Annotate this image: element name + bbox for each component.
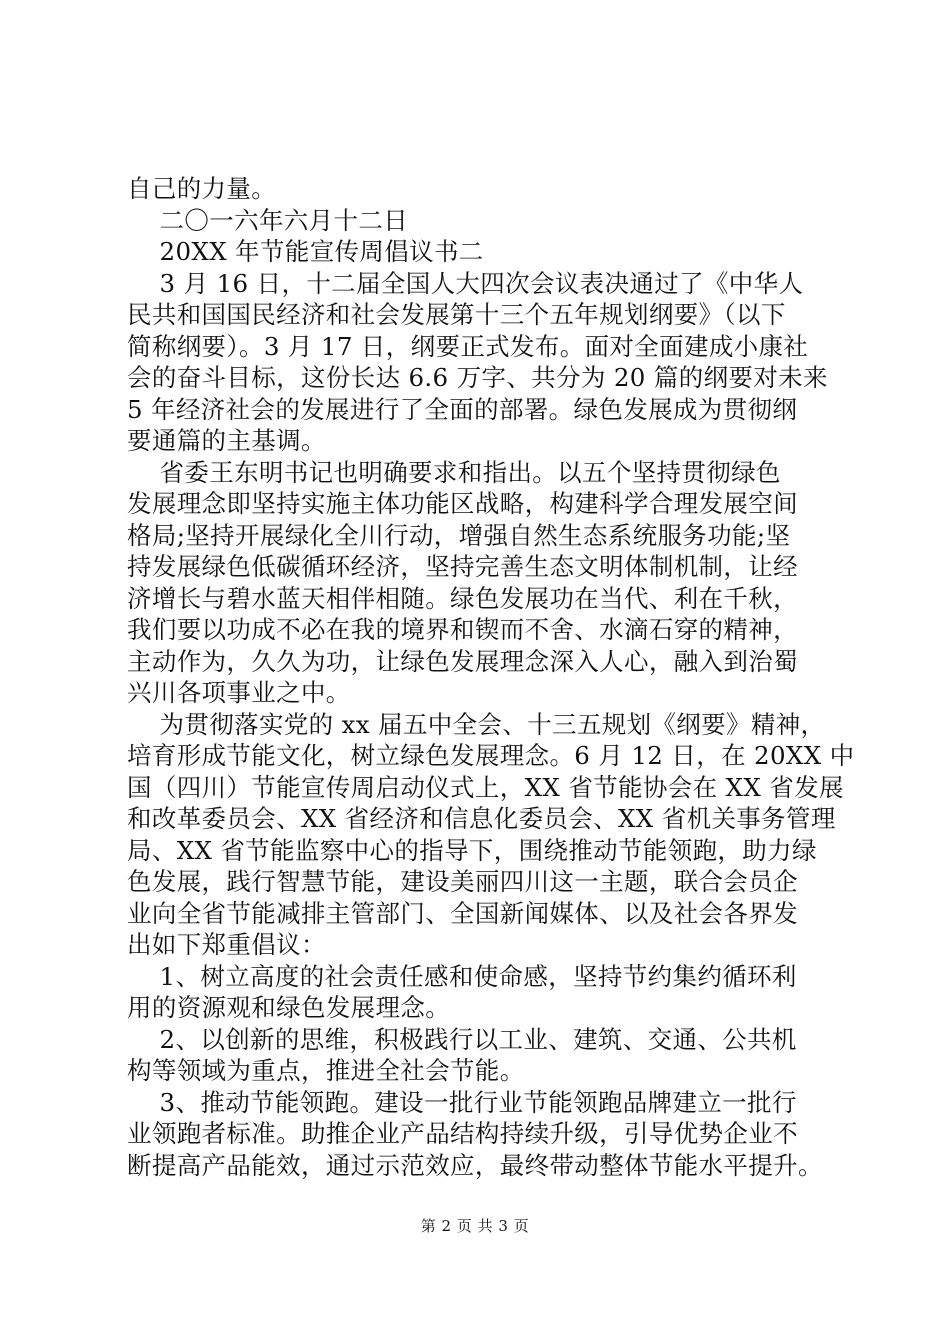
text-line: 发展理念即坚持实施主体功能区战略，构建科学合理发展空间	[127, 489, 798, 518]
text-line: 断提高产品能效，通过示范效应，最终带动整体节能水平提升。	[127, 1150, 823, 1180]
list-item-2: 2、以创新的思维，积极践行以工业、建筑、交通、公共机	[127, 1024, 797, 1054]
text-line: 民共和国国民经济和社会发展第十三个五年规划纲要》（以下	[127, 300, 786, 329]
date-line: 二〇一六年六月十二日	[127, 205, 409, 235]
section-title: 20XX 年节能宣传周倡议书二	[127, 237, 484, 266]
text-line: 国（四川）节能宣传周启动仪式上，XX 省节能协会在 XX 省发展	[127, 772, 844, 802]
text-line: 简称纲要）。3 月 17 日，纲要正式发布。面对全面建成小康社	[127, 331, 809, 361]
text-line: 用的资源观和绿色发展理念。	[127, 993, 451, 1022]
text-line: 格局;坚持开展绿化全川行动，增强自然生态系统服务功能;坚	[127, 520, 791, 550]
text-line: 3 月 16 日，十二届全国人大四次会议表决通过了《中华人	[127, 268, 804, 298]
text-line: 为贯彻落实党的 xx 届五中全会、十三五规划《纲要》精神，	[127, 709, 826, 739]
text-line: 局、XX 省节能监察中心的指导下，围绕推动节能领跑，助力绿	[127, 835, 817, 865]
text-line: 省委王东明书记也明确要求和指出。以五个坚持贯彻绿色	[127, 457, 781, 487]
text-line: 5 年经济社会的发展进行了全面的部署。绿色发展成为贯彻纲	[127, 394, 798, 424]
text-line: 自己的力量。	[127, 174, 277, 203]
text-line: 业领跑者标准。助推企业产品结构持续升级，引导优势企业不	[127, 1119, 798, 1148]
text-line: 和改革委员会、XX 省经济和信息化委员会、XX 省机关事务管理	[127, 804, 836, 833]
text-line: 培育形成节能文化，树立绿色发展理念。6 月 12 日，在 20XX 中	[127, 741, 855, 770]
text-line: 会的奋斗目标，这份长达 6.6 万字、共分为 20 篇的纲要对未来	[127, 363, 828, 392]
page-number-footer: 第 2 页 共 3 页	[420, 1217, 530, 1235]
text-line: 我们要以功成不必在我的境界和锲而不舍、水滴石穿的精神，	[127, 615, 798, 644]
text-line: 业向全省节能减排主管部门、全国新闻媒体、以及社会各界发	[127, 898, 798, 928]
text-line: 主动作为，久久为功，让绿色发展理念深入人心，融入到治蜀	[127, 646, 798, 676]
text-line: 出如下郑重倡议：	[127, 930, 326, 959]
text-line: 构等领域为重点，推进全社会节能。	[127, 1056, 525, 1085]
list-item-1: 1、树立高度的社会责任感和使命感，坚持节约集约循环利	[127, 961, 797, 991]
text-line: 济增长与碧水蓝天相伴相随。绿色发展功在当代、利在千秋，	[127, 583, 798, 613]
text-line: 色发展，践行智慧节能，建设美丽四川这一主题，联合会员企	[127, 867, 798, 896]
text-line: 要通篇的主基调。	[127, 426, 326, 455]
text-line: 持发展绿色低碳循环经济，坚持完善生态文明体制机制，让经	[127, 552, 798, 581]
text-line: 兴川各项事业之中。	[127, 678, 351, 707]
list-item-3: 3、推动节能领跑。建设一批行业节能领跑品牌建立一批行	[127, 1087, 797, 1117]
